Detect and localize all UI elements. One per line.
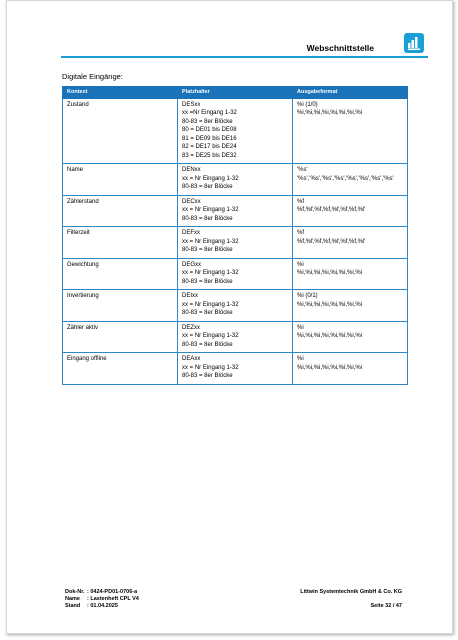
cell-platzhalter bbox=[178, 290, 293, 322]
footer-page-number: Seite 32 / 47 bbox=[370, 603, 402, 609]
placeholder-line: xx = Nr Eingang 1-32 bbox=[182, 238, 239, 245]
format-line: %i bbox=[297, 261, 304, 268]
table-row bbox=[63, 98, 408, 164]
footer-company-info bbox=[300, 589, 402, 610]
document-page bbox=[6, 0, 453, 634]
page-header-title: Webschnittstelle bbox=[306, 43, 374, 53]
cell-kontext: Zählerstand bbox=[63, 195, 178, 227]
placeholder-line: 80-83 = 8er Blöcke bbox=[182, 215, 233, 222]
placeholder-line: DENxx bbox=[182, 167, 201, 173]
header-divider bbox=[61, 56, 428, 58]
format-line: %f bbox=[297, 230, 305, 236]
placeholder-line: xx = Nr Eingang 1-32 bbox=[182, 175, 239, 182]
cell-kontext: Eingang offline bbox=[63, 353, 178, 385]
footer-name-value: : Lastenheft CPL V4 bbox=[87, 596, 139, 602]
format-line: %i,%i,%i,%i,%i,%i,%i,%i bbox=[297, 270, 363, 276]
placeholder-line: 83 = DE25 bis DE32 bbox=[182, 152, 237, 159]
cell-platzhalter bbox=[178, 164, 293, 196]
placeholder-line: xx =Nr Eingang 1-32 bbox=[182, 110, 237, 116]
cell-platzhalter bbox=[178, 227, 293, 259]
format-line: %i (0/1) bbox=[297, 293, 318, 299]
cell-ausgabeformat bbox=[293, 353, 408, 385]
table-row bbox=[63, 164, 408, 196]
cell-kontext: Filterzeit bbox=[63, 227, 178, 259]
placeholder-line: DEGxx bbox=[182, 261, 202, 268]
cell-ausgabeformat bbox=[293, 227, 408, 259]
placeholder-line: 80-83 = 8er Blöcke bbox=[182, 373, 233, 379]
placeholder-line: 81 = DE09 bis DE16 bbox=[182, 135, 237, 142]
placeholder-line: 80-83 = 8er Blöcke bbox=[182, 184, 233, 190]
cell-kontext: Gewichtung bbox=[63, 258, 178, 290]
placeholder-line: DEZxx bbox=[182, 324, 200, 331]
section-title: Digitale Eingänge: bbox=[62, 72, 123, 81]
format-line: %f bbox=[297, 198, 305, 205]
placeholder-line: 80-83 = 8er Blöcke bbox=[182, 278, 233, 285]
placeholder-line: xx = Nr Eingang 1-32 bbox=[182, 333, 239, 339]
footer-company: Littwin Systemtechnik GmbH & Co. KG bbox=[300, 589, 402, 595]
format-line: '%s','%s','%s','%s','%s','%s','%s','%s' bbox=[297, 175, 394, 182]
footer-doc-info bbox=[65, 589, 139, 610]
cell-ausgabeformat bbox=[293, 321, 408, 353]
placeholder-line: xx = Nr Eingang 1-32 bbox=[182, 301, 239, 308]
format-line: %f,%f,%f,%f,%f,%f,%f,%f bbox=[297, 238, 365, 245]
placeholder-line: xx = Nr Eingang 1-32 bbox=[182, 207, 239, 213]
table-row bbox=[63, 195, 408, 227]
table-row bbox=[63, 258, 408, 290]
cell-platzhalter bbox=[178, 195, 293, 227]
column-header-ausgabeformat: Ausgabeformat bbox=[293, 87, 408, 99]
column-header-kontext: Kontext bbox=[63, 87, 178, 99]
format-line: %i,%i,%i,%i,%i,%i,%i,%i bbox=[297, 301, 363, 308]
placeholder-line: 80-83 = 8er Blöcke bbox=[182, 118, 233, 125]
format-line: %i bbox=[297, 356, 304, 362]
column-header-platzhalter: Platzhalter bbox=[178, 87, 293, 99]
table-row bbox=[63, 290, 408, 322]
placeholder-line: 80-83 = 8er Blöcke bbox=[182, 310, 233, 316]
placeholder-line: xx = Nr Eingang 1-32 bbox=[182, 270, 239, 276]
cell-platzhalter bbox=[178, 353, 293, 385]
footer-name-label: Name bbox=[65, 596, 80, 602]
footer-stand-label: Stand bbox=[65, 603, 81, 609]
format-line: %i,%i,%i,%i,%i,%i,%i,%i bbox=[297, 364, 363, 371]
table-row bbox=[63, 353, 408, 385]
table-header-row bbox=[63, 87, 408, 99]
footer-doc-value: : 0424-PD01-0706-a bbox=[87, 589, 138, 595]
format-line: %i,%i,%i,%i,%i,%i,%i,%i bbox=[297, 110, 363, 116]
cell-ausgabeformat bbox=[293, 290, 408, 322]
placeholder-line: DECxx bbox=[182, 198, 201, 205]
cell-ausgabeformat bbox=[293, 98, 408, 164]
table-row bbox=[63, 227, 408, 259]
footer-stand-value: : 01.04.2025 bbox=[87, 603, 118, 609]
placeholder-line: 80-83 = 8er Blöcke bbox=[182, 341, 233, 348]
cell-ausgabeformat bbox=[293, 164, 408, 196]
company-logo-icon bbox=[404, 33, 424, 53]
format-line: '%s' bbox=[297, 167, 308, 173]
digital-inputs-table bbox=[62, 86, 408, 385]
placeholder-line: xx = Nr Eingang 1-32 bbox=[182, 364, 239, 371]
format-line: %i (1/0) bbox=[297, 101, 318, 108]
footer-doc-label: Dok-Nr. bbox=[65, 589, 85, 595]
cell-kontext: Name bbox=[63, 164, 178, 196]
placeholder-line: DEFxx bbox=[182, 230, 200, 236]
format-line: %i bbox=[297, 324, 304, 331]
cell-platzhalter bbox=[178, 321, 293, 353]
placeholder-line: 80 = DE01 bis DE08 bbox=[182, 127, 237, 133]
placeholder-line: DEIxx bbox=[182, 293, 199, 299]
placeholder-line: 80-83 = 8er Blöcke bbox=[182, 247, 233, 253]
placeholder-line: 82 = DE17 bis DE24 bbox=[182, 144, 237, 150]
format-line: %f,%f,%f,%f,%f,%f,%f,%f bbox=[297, 207, 365, 213]
placeholder-line: DEAxx bbox=[182, 356, 201, 362]
cell-kontext: Invertierung bbox=[63, 290, 178, 322]
placeholder-line: DESxx bbox=[182, 101, 201, 108]
cell-ausgabeformat bbox=[293, 258, 408, 290]
cell-platzhalter bbox=[178, 258, 293, 290]
cell-kontext: Zähler aktiv bbox=[63, 321, 178, 353]
cell-ausgabeformat bbox=[293, 195, 408, 227]
table-row bbox=[63, 321, 408, 353]
cell-platzhalter bbox=[178, 98, 293, 164]
format-line: %i,%i,%i,%i,%i,%i,%i,%i bbox=[297, 333, 363, 339]
cell-kontext: Zustand bbox=[63, 98, 178, 164]
